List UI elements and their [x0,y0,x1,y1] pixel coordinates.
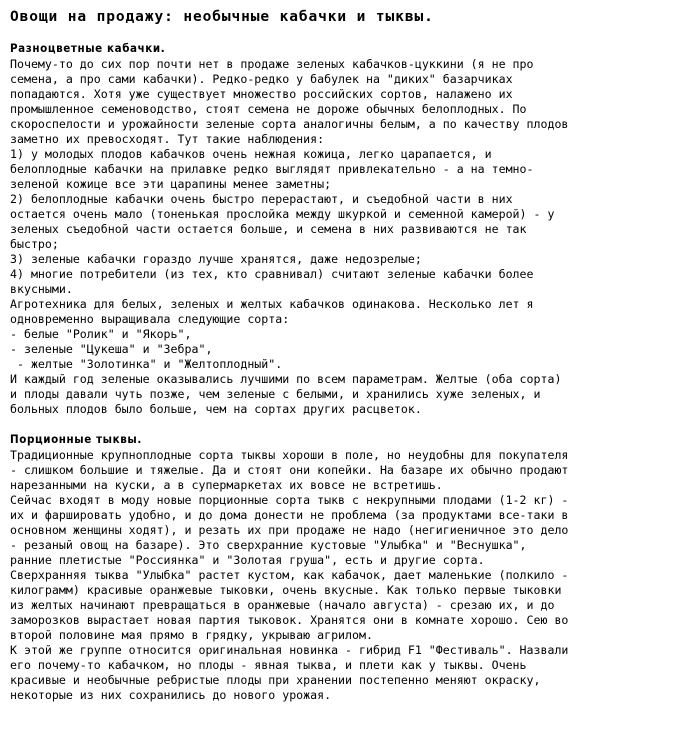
section-heading: Разноцветные кабачки. [10,41,166,55]
text-line: 3) зеленые кабачки гораздо лучше хранятся, даже недозрелые; [10,252,422,266]
text-line: заморозков вырастает новая партия тыковок. Хранятся они в комнате хорошо. Сею во [10,613,569,627]
text-line: Сейчас входят в моду новые порционные сорта тыкв с некрупными плодами (1-2 кг) - [10,493,569,507]
text-line: килограмм) красивые оранжевые тыковки, очень вкусные. Как только первые тыковки [10,583,562,597]
text-line: из желтых начинают превращаться в оранжевые (начало августа) - срезаю их, и до [10,598,555,612]
text-line: красивые и необычные ребристые плоды при хранении постепенно меняют окраску, [10,673,541,687]
text-line: его почему-то кабачком, но плоды - явная тыква, и плети как у тыквы. Очень [10,658,527,672]
text-line: основном женщины ходят), и резать их при продаже не надо (негигиеничное это дело [10,523,569,537]
text-line: некоторые из них сохранились до нового урожая. [10,688,332,702]
text-line: нарезанными на куски, а в супермаркетах их вовсе не встретишь. [10,478,443,492]
text-line: белоплодные кабачки на прилавке редко выглядят привлекательно - а на темно- [10,162,534,176]
text-line: - зеленые "Цукеша" и "Зебра", [10,342,213,356]
text-line: остается очень мало (тоненькая прослойка между шкуркой и семенной камерой) - у [10,207,555,221]
text-line: заметно их превосходят. Тут такие наблюдения: [10,132,325,146]
section-body [10,57,696,417]
text-line: вкусными. [10,282,73,296]
text-line: второй половине мая прямо в грядку, укрываю агрилом. [10,628,373,642]
text-line: попадаются. Хотя уже существует множество российских сортов, налажено их [10,87,513,101]
section-heading: Порционные тыквы. [10,432,142,446]
text-line: И каждый год зеленые оказывались лучшими по всем параметрам. Желтые (оба сорта) [10,372,562,386]
text-line: К этой же группе относится оригинальная новинка - гибрид F1 "Фестиваль". Назвали [10,643,569,657]
text-line: промышленное семеноводство, стоят семена не дороже обычных белоплодных. По [10,102,527,116]
text-line: Агротехника для белых, зеленых и желтых кабачков одинакова. Несколько лет я [10,297,534,311]
text-line: семена, а про сами кабачки). Редко-редко у бабулек на "диких" базарчиках [10,72,513,86]
text-line: зеленых съедобной части остается больше, и семена в них развиваются не так [10,222,527,236]
text-line: - резаный овощ на базаре). Это сверхранние кустовые "Улыбка" и "Веснушка", [10,538,527,552]
text-line: зеленой кожице все эти царапины менее заметны; [10,177,332,191]
text-line: 1) у молодых плодов кабачков очень нежная кожица, легко царапается, и [10,147,492,161]
text-line: - белые "Ролик" и "Якорь", [10,327,192,341]
text-line: и плоды давали чуть позже, чем зеленые с белыми, и хранились хуже зеленых, и [10,387,541,401]
text-line: быстро; [10,237,59,251]
section-colored-zucchini [10,41,696,417]
text-line: 4) многие потребители (из тех, кто сравнивал) считают зеленые кабачки более [10,267,534,281]
text-line: Сверхранняя тыква "Улыбка" растет кустом, как кабачок, дает маленькие (полкило - [10,568,569,582]
text-line: одновременно выращивала следующие сорта: [10,312,290,326]
text-line: - слишком большие и тяжелые. Да и стоят они копейки. На базаре их обычно продают [10,463,569,477]
text-line: Почему-то до сих пор почти нет в продаже зеленых кабачков-цуккини (я не про [10,57,534,71]
text-line: больных плодов было больше, чем на сортах других расцветок. [10,402,422,416]
section-body [10,448,696,703]
section-portion-pumpkins [10,432,696,703]
text-line: Традиционные крупноплодные сорта тыквы хороши в поле, но неудобны для покупателя [10,448,569,462]
page-title: Овощи на продажу: необычные кабачки и тыквы. [10,9,434,25]
text-line: их и фаршировать удобно, и до дома донести не проблема (за продуктами все-таки в [10,508,569,522]
text-line: ранние плетистые "Россиянка" и "Золотая груша", есть и другие сорта. [10,553,485,567]
text-line: - желтые "Золотинка" и "Желтоплодный". [10,357,283,371]
text-line: 2) белоплодные кабачки очень быстро перерастают, и съедобной части в них [10,192,513,206]
text-line: скороспелости и урожайности зеленые сорта аналогичны белым, а по качеству плодов [10,117,569,131]
